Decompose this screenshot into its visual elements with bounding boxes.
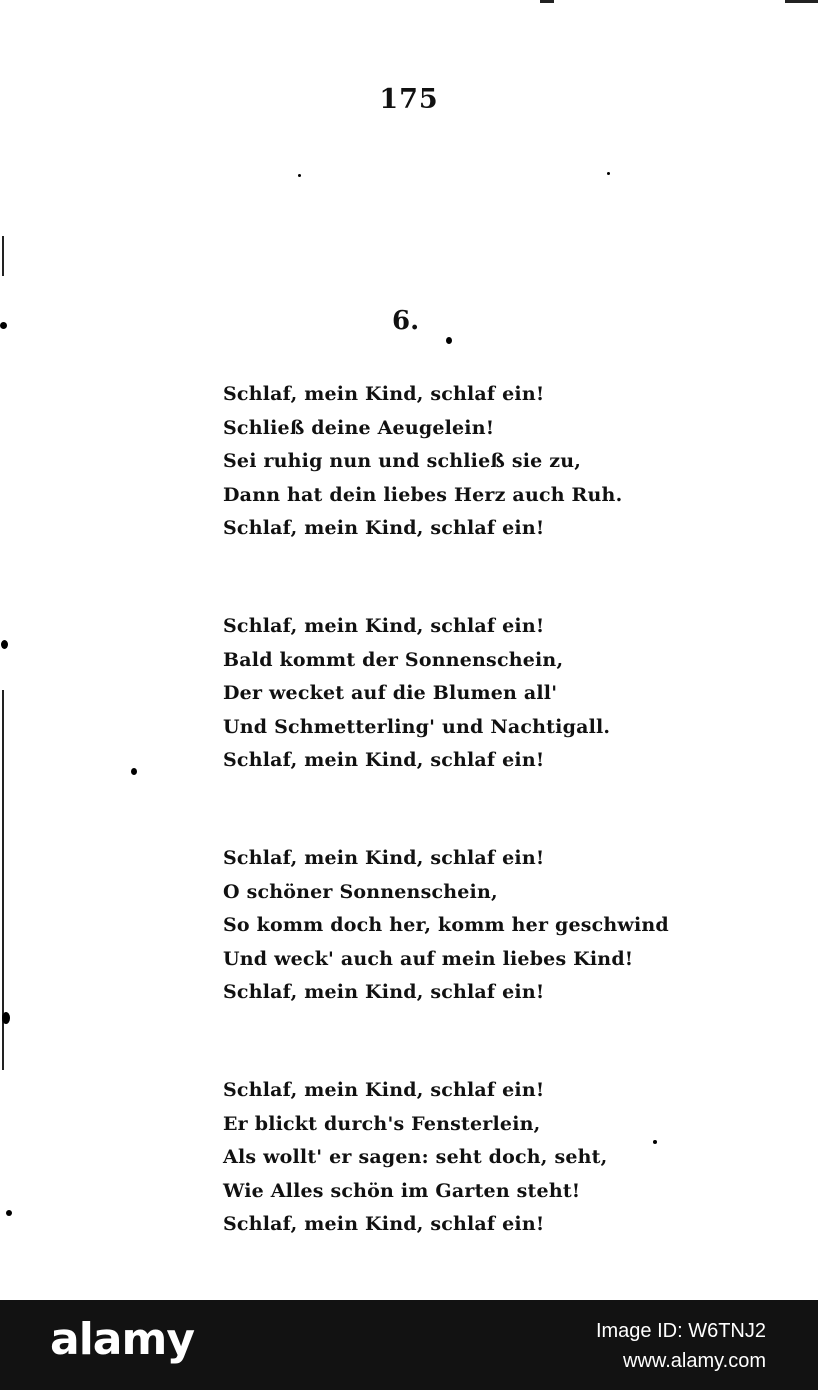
poem-line: Sei ruhig nun und schließ sie zu, (223, 450, 582, 473)
stanza-3 (223, 842, 669, 1010)
ink-speck (1, 640, 8, 649)
poem-line: Schließ deine Aeugelein! (223, 416, 495, 439)
poem-number: 6. (392, 306, 420, 336)
poem-line: O schöner Sonnenschein, (223, 880, 498, 903)
ink-speck (2, 1012, 10, 1024)
site-url: www.alamy.com (623, 1350, 766, 1372)
poem-line: Wie Alles schön im Garten steht! (223, 1179, 581, 1202)
poem-line: Der wecket auf die Blumen all' (223, 682, 558, 705)
poem-line: Bald kommt der Sonnenschein, (223, 648, 564, 671)
poem-line: Schlaf, mein Kind, schlaf ein! (223, 749, 545, 772)
poem (223, 378, 669, 1242)
poem-line: Schlaf, mein Kind, schlaf ein! (223, 981, 545, 1004)
stanza-1 (223, 378, 643, 546)
poem-line: Dann hat dein liebes Herz auch Ruh. (223, 483, 623, 506)
page-number: 175 (379, 84, 439, 115)
margin-line (2, 236, 4, 276)
image-id: Image ID: W6TNJ2 (595, 1320, 766, 1342)
ink-speck (446, 337, 452, 344)
ink-speck (131, 768, 137, 775)
watermark-footer (0, 1300, 818, 1390)
ink-speck (6, 1210, 12, 1216)
poem-line: Schlaf, mein Kind, schlaf ein! (223, 1078, 545, 1101)
scan-mark (785, 0, 818, 3)
ink-speck (0, 322, 7, 329)
poem-line: Schlaf, mein Kind, schlaf ein! (223, 383, 545, 405)
ink-speck (653, 1140, 657, 1144)
ink-speck (298, 174, 301, 177)
stanza-2 (223, 610, 643, 778)
poem-line: Schlaf, mein Kind, schlaf ein! (223, 614, 545, 637)
poem-line: Als wollt' er sagen: seht doch, seht, (223, 1146, 608, 1169)
ink-speck (607, 172, 610, 175)
poem-line: So komm doch her, komm her geschwind (223, 914, 669, 937)
poem-line: Schlaf, mein Kind, schlaf ein! (223, 1213, 545, 1236)
poem-line: Schlaf, mein Kind, schlaf ein! (223, 846, 545, 869)
alamy-logo: alamy (50, 1314, 194, 1365)
stanza-4 (223, 1074, 643, 1242)
poem-line: Und weck' auch auf mein liebes Kind! (223, 947, 634, 970)
poem-line: Er blickt durch's Fensterlein, (223, 1112, 541, 1135)
poem-line: Und Schmetterling' und Nachtigall. (223, 715, 611, 738)
scan-mark (540, 0, 554, 3)
poem-line: Schlaf, mein Kind, schlaf ein! (223, 517, 545, 540)
